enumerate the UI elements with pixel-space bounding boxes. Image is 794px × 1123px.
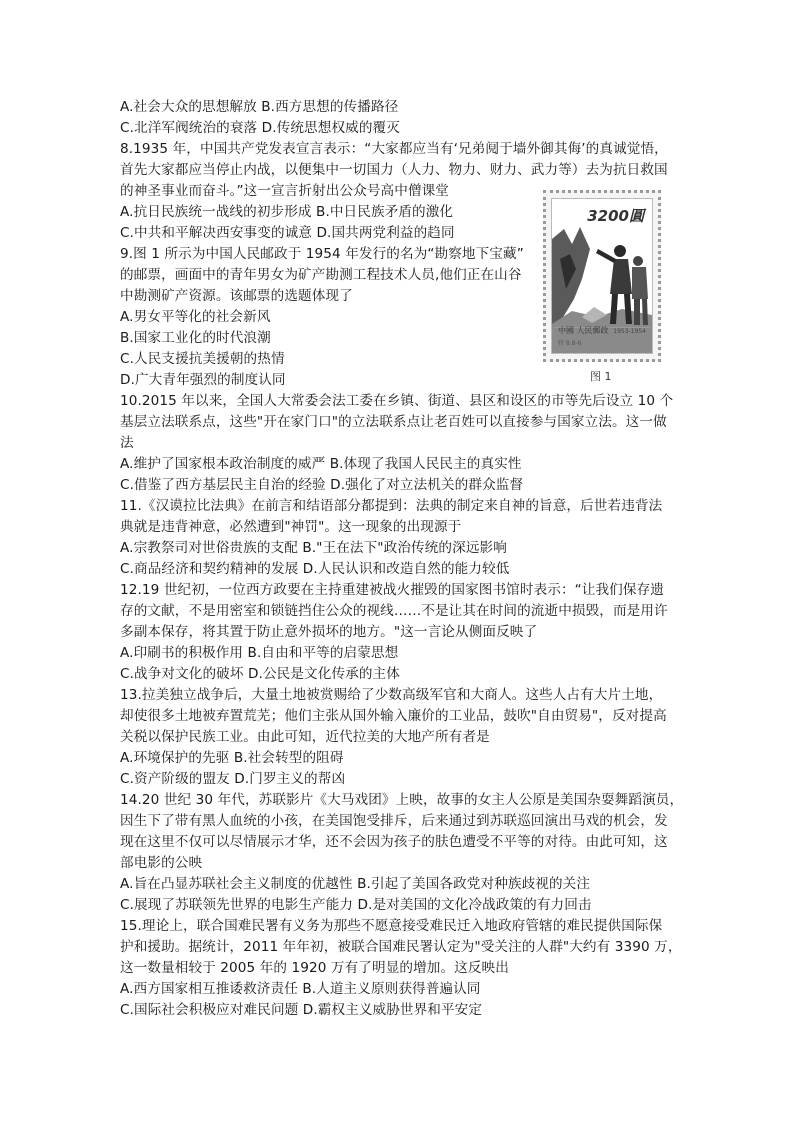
question-8-text: 8.1935 年，中国共产党发表宣言表示：“大家都应当有‘兄弟阋于墙外御其侮’的真诚觉悟，: [120, 141, 668, 157]
question-15-text: 护和援助。据统计，2011 年年初，被联合国难民署认定为"受关注的人群"大约有 3390 万，: [120, 939, 682, 955]
option-line: C.中共和平解决西安事变的诚意 D.国共两党利益的趋同: [120, 225, 455, 241]
option-line: C.人民支援抗美援朝的热情: [120, 351, 285, 367]
question-11-text: 11.《汉谟拉比法典》在前言和结语部分都提到：法典的制定来自神的旨意，后世若违背法: [120, 498, 663, 514]
option-line: B.国家工业化的时代浪潮: [120, 330, 271, 346]
question-14-text: 因生下了带有黑人血统的小孩，在美国饱受排斥，后来通过到苏联巡回演出马戏的机会，发: [120, 813, 668, 829]
question-13-text: 关税以保护民族工业。由此可知，近代拉美的大地产所有者是: [120, 729, 490, 745]
option-line: C.商品经济和契约精神的发展 D.人民认识和改造自然的能力较低: [120, 561, 510, 577]
option-line: A.旨在凸显苏联社会主义制度的优越性 B.引起了美国各政党对种族歧视的关注: [120, 876, 591, 892]
option-line: A.社会大众的思想解放 B.西方思想的传播路径: [120, 99, 399, 115]
question-14-text: 现在这里不仅可以尽情展示才华，还不会因为孩子的肤色遭受不平等的对待。由此可知，这: [120, 834, 668, 850]
question-10-text: 法: [120, 435, 134, 451]
option-line: C.北洋军阀统治的衰落 D.传统思想权威的覆灭: [120, 120, 400, 136]
option-line: A.宗教祭司对世俗贵族的支配 B."王在法下"政治传统的深远影响: [120, 540, 507, 556]
option-line: C.国际社会积极应对难民问题 D.霸权主义威胁世界和平安定: [120, 1002, 483, 1018]
figure-caption: 图 1: [590, 370, 612, 383]
option-line: C.展现了苏联领先世界的电影生产能力 D.是对美国的文化冷战政策的有力回击: [120, 897, 592, 913]
question-12-text: 多副本保存，将其置于防止意外损坏的地方。"这一言论从侧面反映了: [120, 624, 538, 640]
question-12-text: 存的文献，不是用密室和锁链挡住公众的视线……不是让其在时间的流逝中损毁，而是用许: [120, 603, 668, 619]
option-line: C.借鉴了西方基层民主自治的经验 D.强化了对立法机关的群众监督: [120, 477, 524, 493]
option-line: A.西方国家相互推诿救济责任 B.人道主义原则获得普遍认同: [120, 981, 481, 997]
question-13-text: 13.拉美独立战争后，大量土地被赏赐给了少数高级军官和大商人。这些人占有大片土地，: [120, 687, 663, 703]
stamp-figure: [543, 190, 661, 362]
option-line: A.男女平等化的社会新风: [120, 309, 271, 325]
question-15-text: 这一数量相较于 2005 年的 1920 万有了明显的增加。这反映出: [120, 960, 509, 976]
question-14-text: 部电影的公映: [120, 855, 203, 871]
question-11-text: 典就是违背神意，必然遭到"神罚"。这一现象的出现源于: [120, 519, 462, 535]
stamp-denomination: 3200圓: [587, 207, 644, 225]
option-line: C.战争对文化的破坏 D.公民是文化传承的主体: [120, 666, 400, 682]
option-line: C.资产阶级的盟友 D.门罗主义的帮凶: [120, 771, 346, 787]
question-8-text: 首先大家都应当停止内战，以便集中一切国力（人力、物力、财力、武力等）去为抗日救国: [120, 162, 668, 178]
option-line: A.环境保护的先驱 B.社会转型的阻碍: [120, 750, 344, 766]
stamp-artwork: [551, 198, 653, 354]
question-12-text: 12.19 世纪初，一位西方政要在主持重建被战火摧毁的国家图书馆时表示：“让我们保存遗: [120, 582, 664, 598]
question-10-text: 10.2015 年以来，全国人大常委会法工委在乡镇、街道、县区和设区的市等先后设立 10 个: [120, 393, 674, 409]
option-line: A.维护了国家根本政治制度的威严 B.体现了我国人民民主的真实性: [120, 456, 522, 472]
option-line: A.抗日民族统一战线的初步形成 B.中日民族矛盾的激化: [120, 204, 454, 220]
question-14-text: 14.20 世纪 30 年代，苏联影片《大马戏团》上映，故事的女主人公原是美国杂耍舞蹈演员，: [120, 792, 684, 808]
stamp-serial: 特 8.8-6: [558, 340, 582, 347]
question-13-text: 却使很多土地被弃置荒芜；他们主张从国外输入廉价的工业品，鼓吹"自由贸易"，反对提高: [120, 708, 667, 724]
question-9-text: 的邮票，画面中的青年男女为矿产勘测工程技术人员,他们正在山谷: [120, 267, 522, 283]
option-line: A.印刷书的积极作用 B.自由和平等的启蒙思想: [120, 645, 399, 661]
stamp-country-name: 中國 人民郵政: [558, 326, 609, 335]
stamp-year: 1953-1954: [613, 328, 646, 335]
question-8-text: 的神圣事业而奋斗。”这一宣言折射出公众号高中僧课堂: [120, 183, 449, 199]
question-10-text: 基层立法联系点，这些"开在家门口"的立法联系点让老百姓可以直接参与国家立法。这一做: [120, 414, 667, 430]
question-9-text: 中勘测矿产资源。该邮票的选题体现了: [120, 288, 353, 304]
question-15-text: 15.理论上，联合国难民署有义务为那些不愿意接受难民迁入地政府管辖的难民提供国际保: [120, 918, 663, 934]
question-9-text: 9.图 1 所示为中国人民邮政于 1954 年发行的名为“勘察地下宝藏”: [120, 246, 524, 262]
option-line: D.广大青年强烈的制度认同: [120, 372, 286, 388]
